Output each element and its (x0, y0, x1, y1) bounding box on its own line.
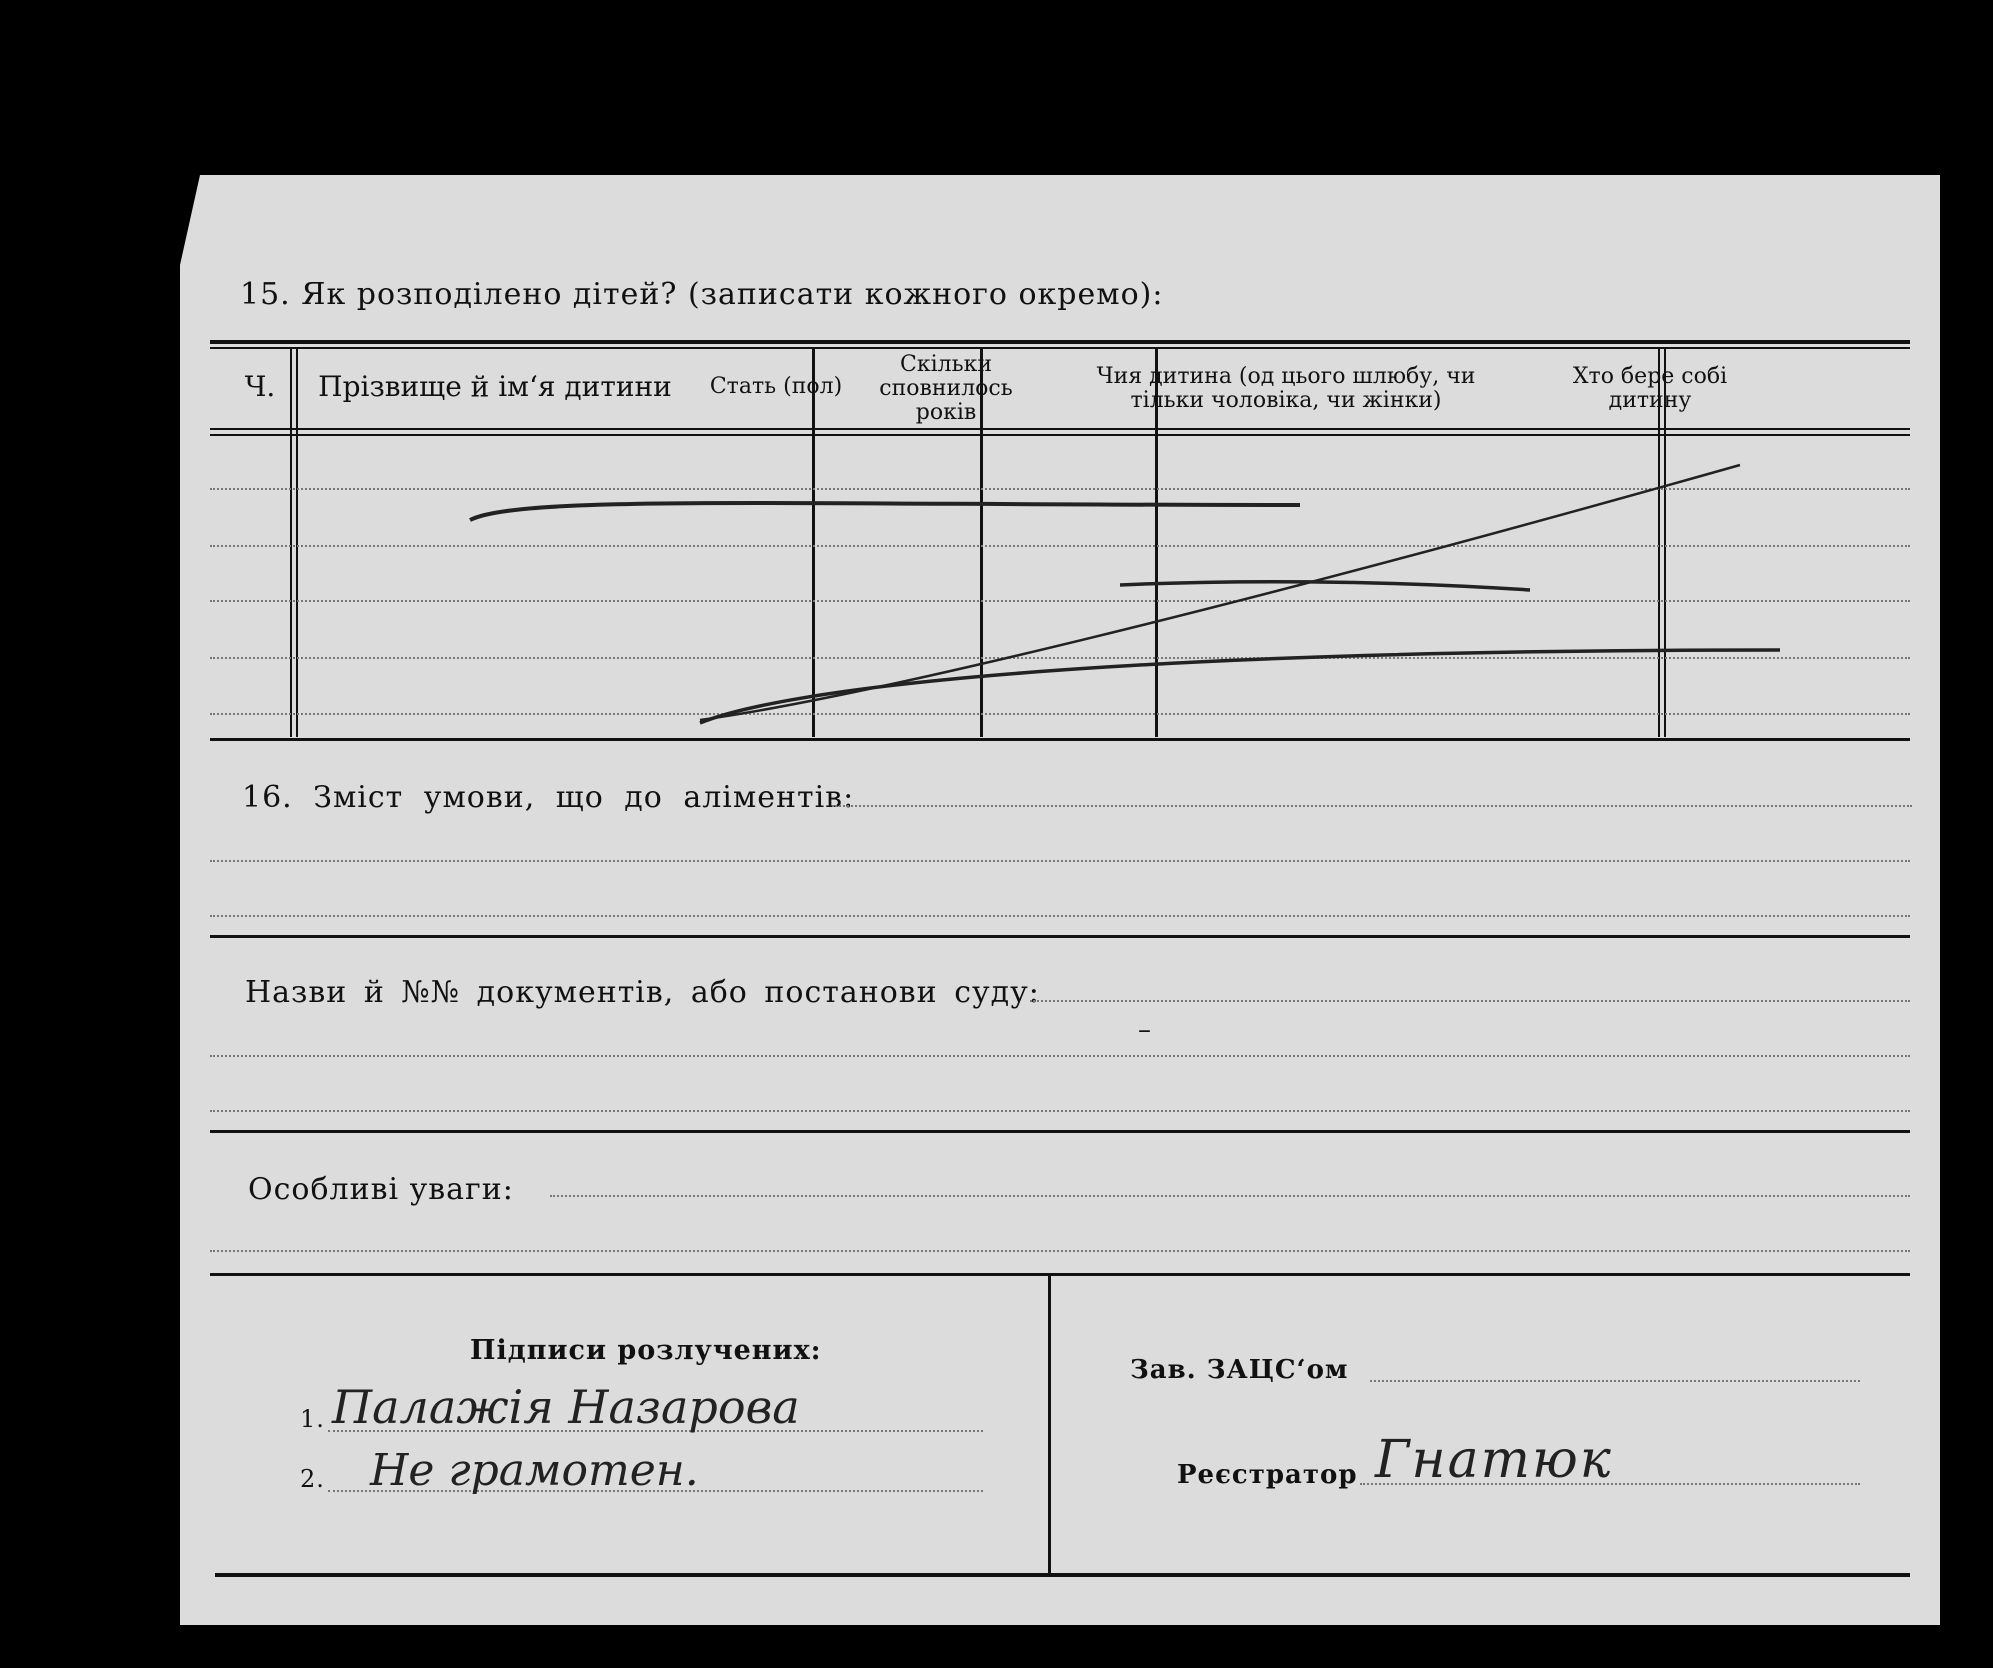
signatures-title: Підписи розлучених: (470, 1335, 822, 1366)
cancel-stroke-lower (700, 650, 1780, 723)
header-child-name: Прізвище й ім‘я дитини (318, 370, 672, 403)
signature-1: Палажія Назарова (332, 1380, 800, 1434)
documents-label: Назви й №№ документів, або постанови суду: (245, 975, 1040, 1010)
documents-mark: – (1138, 1015, 1152, 1045)
header-whose-line-1: Чия дитина (од цього шлюбу, чи (1096, 364, 1476, 389)
notes-label: Особливі уваги: (248, 1172, 514, 1207)
header-age-line-2: сповнилось (879, 376, 1013, 401)
registrar-label: Реєстратор (1177, 1460, 1358, 1490)
header-age-line-1: Скільки (900, 352, 992, 377)
section-16-title: 16. Зміст умови, що до аліментів: (242, 780, 855, 815)
header-age-line-3: років (915, 400, 977, 425)
signature-2: Не грамотен. (370, 1445, 699, 1496)
cancellation-strokes (180, 175, 1940, 1625)
cancel-stroke-upper (470, 503, 1300, 520)
header-who-takes-line-2: дитину (1608, 388, 1692, 413)
signature-1-num: 1. (300, 1405, 325, 1433)
header-whose-line-2: тільки чоловіка, чи жінки) (1130, 388, 1442, 413)
header-num: Ч. (244, 370, 276, 403)
form-page (180, 175, 1940, 1625)
section-15-title: 15. Як розподілено дітей? (записати кожного окремо): (240, 277, 1164, 312)
head-zags-label: Зав. ЗАЦС‘ом (1130, 1355, 1349, 1385)
signature-2-num: 2. (300, 1465, 325, 1493)
header-who-takes-line-1: Хто бере собі (1572, 364, 1728, 389)
header-sex: Стать (пол) (709, 374, 843, 399)
cancel-stroke-middle (1120, 582, 1530, 590)
registrar-signature: Гнатюк (1375, 1430, 1613, 1490)
